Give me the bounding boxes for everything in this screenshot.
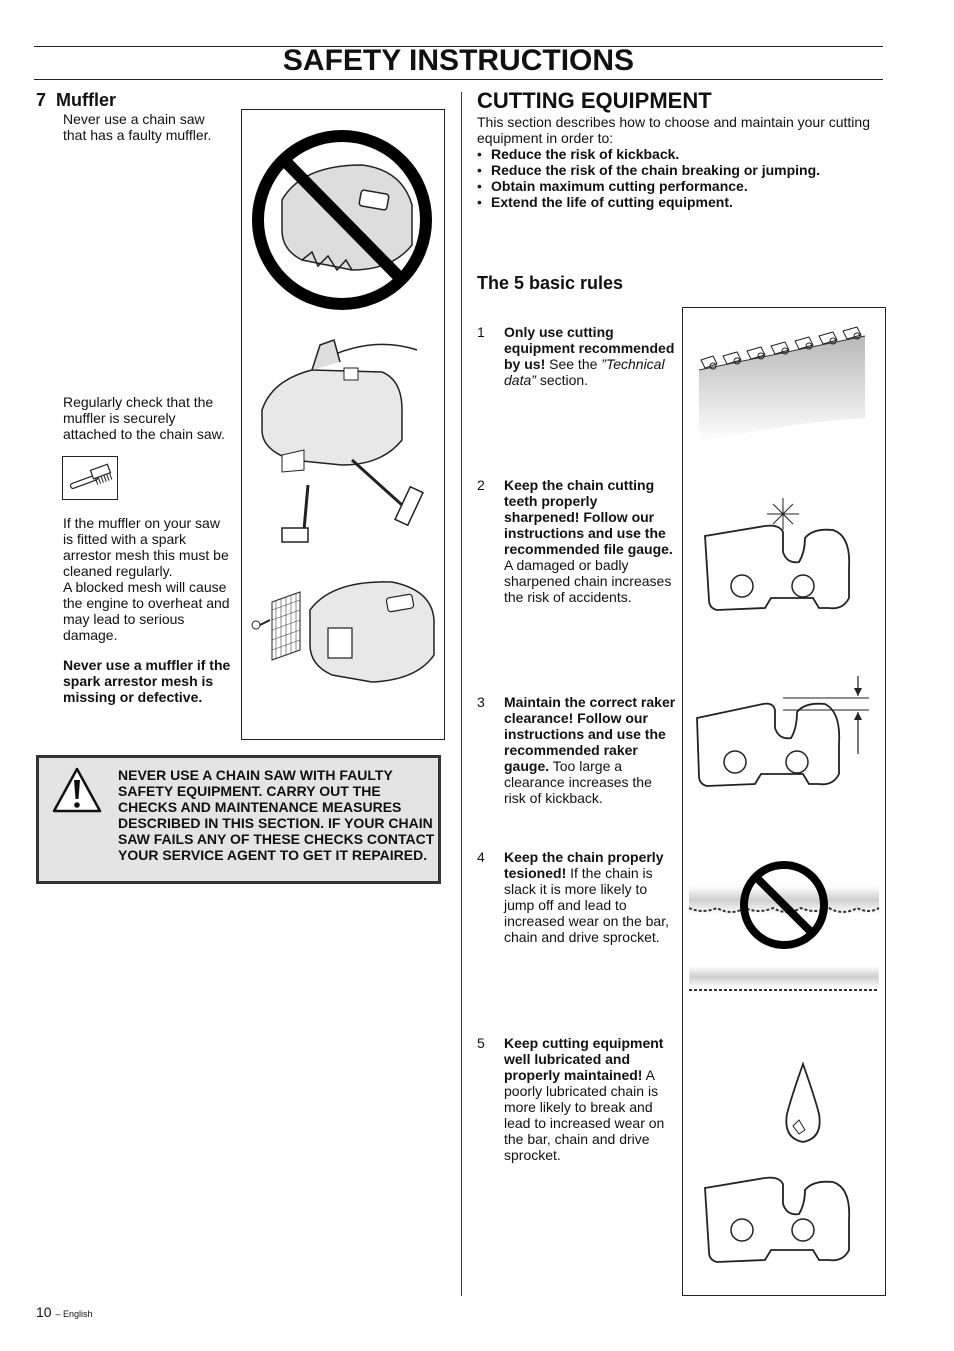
warning-box: [36, 755, 441, 884]
muffler-text-4: Never use a muffler if the spark arrestor mesh is missing or defective.: [63, 657, 231, 705]
rule-5-number: 5: [477, 1035, 485, 1051]
rule-1-text: [504, 324, 676, 388]
oil-drop-icon: [786, 1064, 819, 1142]
no-faulty-muffler-icon: [258, 136, 426, 304]
rule-3-bold: Maintain the correct raker clearance! Follow our instructions and use the recommended raker gauge.: [504, 694, 676, 774]
cutting-goals-list: [477, 146, 883, 210]
bar-and-chain-icon: [699, 327, 865, 443]
muffler-screwdriver-icon: [262, 340, 423, 542]
warning-text: NEVER USE A CHAIN SAW WITH FAULTY SAFETY EQUIPMENT. CARRY OUT THE CHECKS AND MAINTENANCE MEASURES DESCRIBED IN THIS SECTION. IF YOUR CHAIN SAW FAILS ANY OF THESE CHECKS CONTACT YOUR SERVICE AGENT TO GET IT REPAIRED.: [118, 767, 435, 863]
page-number: 10: [36, 1304, 52, 1320]
muffler-heading-text: Muffler: [56, 90, 117, 110]
cutting-intro: This section describes how to choose and maintain your cutting equipment in order to:: [477, 114, 870, 146]
list-item: • Reduce the risk of the chain breaking or jumping.: [477, 162, 883, 178]
rule-5-bold: Keep cutting equipment well lubricated and properly maintained!: [504, 1035, 664, 1083]
cutting-equipment-heading: CUTTING EQUIPMENT: [477, 88, 712, 113]
rule-1-tail: section.: [539, 372, 589, 388]
lubricated-tooth-icon: [705, 1178, 849, 1262]
chain-tension-icon: [689, 865, 879, 990]
wire-brush-icon: [62, 456, 118, 500]
raker-clearance-icon: [697, 676, 869, 786]
rule-4-bold: Keep the chain properly tesioned!: [504, 849, 664, 881]
rule-3-normal: Too large a clearance increases the risk of kickback.: [504, 758, 652, 806]
muffler-text-2: Regularly check that the muffler is securely attached to the chain saw.: [63, 394, 225, 442]
rule-2-number: 2: [477, 477, 485, 493]
exclamation-triangle-icon: [51, 766, 103, 814]
column-divider: [461, 92, 462, 1296]
list-item: • Reduce the risk of kickback.: [477, 146, 883, 162]
muffler-text-3a: If the muffler on your saw is fitted with a spark arrestor mesh this must be cleaned regularly.: [63, 515, 229, 579]
muffler-text-3b: A blocked mesh will cause the engine to overheat and may lead to serious damage.: [63, 579, 230, 643]
rule-2-text: [504, 477, 676, 605]
rule-4-text: [504, 849, 676, 945]
page-title: SAFETY INSTRUCTIONS: [282, 44, 635, 77]
list-item: • Extend the life of cutting equipment.: [477, 194, 883, 210]
rule-2-bold: Keep the chain cutting teeth properly sharpened! Follow our instructions and use the recommended file gauge.: [504, 477, 673, 557]
spark-arrestor-mesh-icon: [252, 582, 434, 682]
header-rule-bottom: [34, 79, 883, 80]
rule-2-normal: A damaged or badly sharpened chain increases the risk of accidents.: [504, 557, 672, 605]
rule-3-text: [504, 694, 676, 806]
rule-5-normal: A poorly lubricated chain is more likely to break and lead to increased wear on the bar, chain and drive sprocket.: [504, 1067, 665, 1163]
page-language: – English: [55, 1309, 93, 1319]
rule-1-number: 1: [477, 324, 485, 340]
rule-1-italic: ”Technical data”: [504, 356, 665, 388]
muffler-text-3: [63, 515, 233, 643]
muffler-illustration-frame: [241, 109, 445, 740]
rules-illustration-frame: [682, 307, 886, 1296]
rule-1-bold: Only use cutting equipment recommended by us!: [504, 324, 675, 372]
basic-rules-heading: The 5 basic rules: [477, 273, 624, 293]
page-footer: [36, 1304, 93, 1322]
sharp-cutter-tooth-icon: [705, 498, 849, 610]
muffler-heading: [36, 90, 116, 110]
rule-4-normal: If the chain is slack it is more likely to jump off and lead to increased wear on the bar, chain and drive sprocket.: [504, 865, 669, 945]
rule-3-number: 3: [477, 694, 485, 710]
muffler-text-1: Never use a chain saw that has a faulty muffler.: [63, 111, 212, 143]
list-item: • Obtain maximum cutting performance.: [477, 178, 883, 194]
rule-5-text: [504, 1035, 676, 1163]
rule-1-normal: See the: [549, 356, 598, 372]
muffler-heading-number: 7: [36, 90, 47, 110]
rule-4-number: 4: [477, 849, 485, 865]
